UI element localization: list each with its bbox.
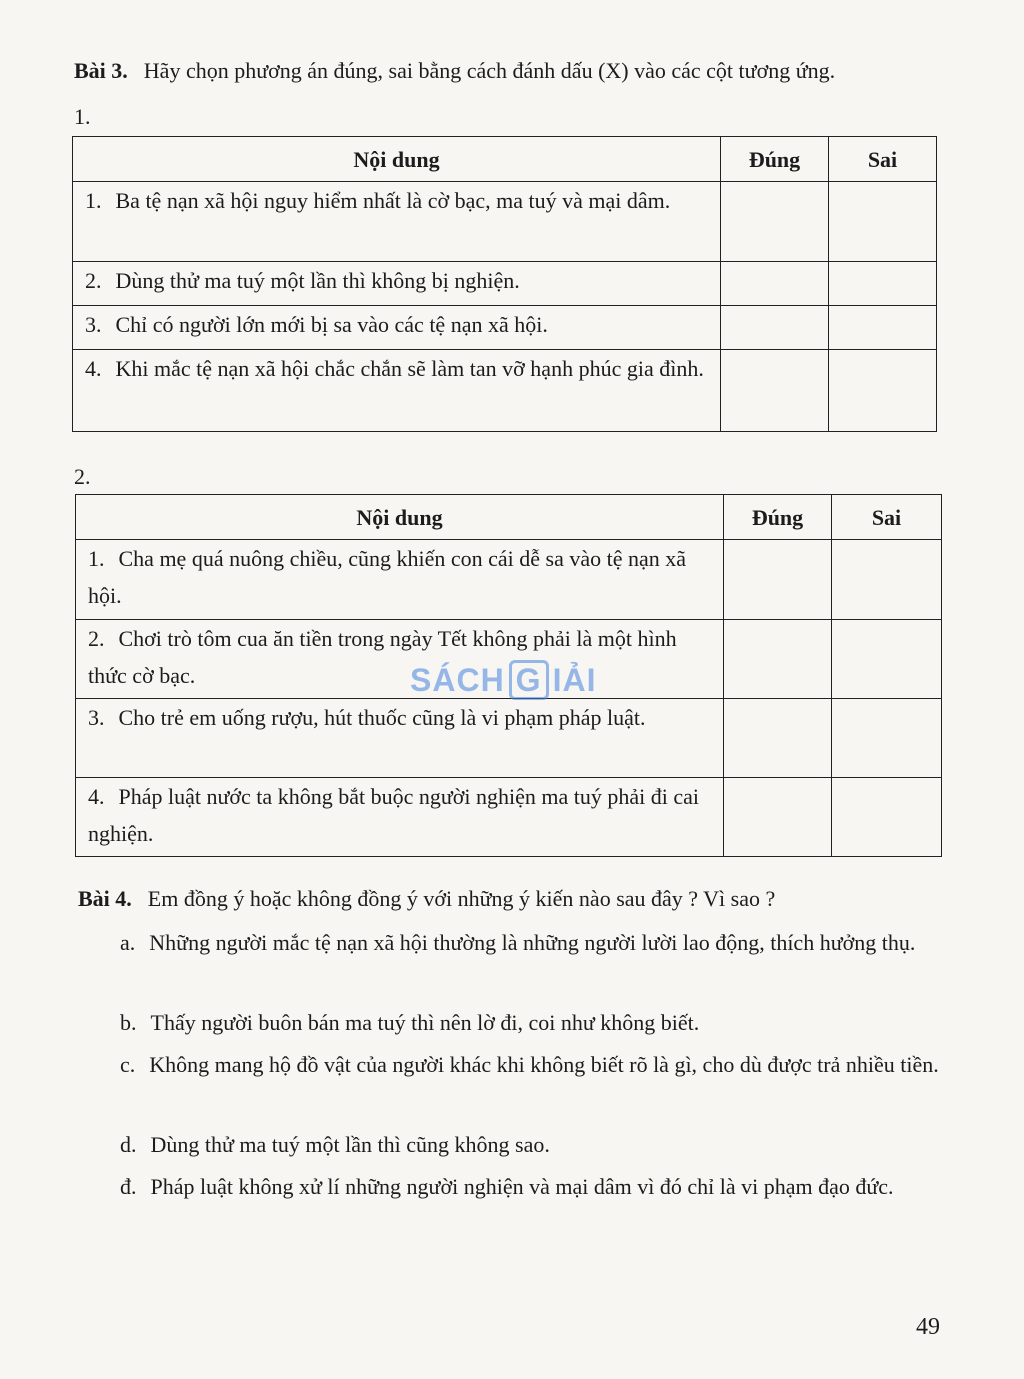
bai4-heading	[78, 886, 775, 912]
true-checkbox-cell[interactable]	[724, 778, 832, 857]
statement-number: 4.	[85, 356, 102, 381]
item-tag: a.	[120, 930, 136, 955]
table2-section-label: 2.	[74, 464, 91, 489]
item-text: Pháp luật không xử lí những người nghiện và mại dâm vì đó chỉ là vi phạm đạo đức.	[150, 1174, 894, 1199]
true-checkbox-cell[interactable]	[721, 262, 829, 306]
true-false-table-1	[72, 136, 937, 432]
table-header-row	[73, 137, 937, 182]
watermark-g: G	[509, 660, 549, 700]
true-checkbox-cell[interactable]	[721, 182, 829, 262]
statement-text: Chỉ có người lớn mới bị sa vào các tệ nạn xã hội.	[115, 312, 548, 337]
header-true: Đúng	[721, 137, 829, 182]
item-text: Không mang hộ đồ vật của người khác khi không biết rõ là gì, cho dù được trả nhiều tiền.	[149, 1052, 939, 1077]
false-checkbox-cell[interactable]	[829, 262, 937, 306]
statement-text: Cho trẻ em uống rượu, hút thuốc cũng là vi phạm pháp luật.	[118, 705, 646, 730]
header-false: Sai	[829, 137, 937, 182]
item-tag: đ.	[120, 1174, 137, 1199]
header-content: Nội dung	[73, 137, 721, 182]
item-text: Thấy người buôn bán ma tuý thì nên lờ đi, coi như không biết.	[150, 1010, 700, 1035]
table-row	[76, 778, 942, 857]
false-checkbox-cell[interactable]	[832, 778, 942, 857]
bai4-item-a	[78, 924, 942, 962]
statement-cell	[73, 350, 721, 432]
item-text: Dùng thử ma tuý một lần thì cũng không sao.	[150, 1132, 550, 1157]
statement-text: Ba tệ nạn xã hội nguy hiểm nhất là cờ bạc, ma tuý và mại dâm.	[115, 188, 671, 213]
watermark-text-left: SÁCH	[410, 662, 505, 698]
statement-text: Pháp luật nước ta không bắt buộc người nghiện ma tuý phải đi cai nghiện.	[88, 784, 699, 846]
statement-text: Dùng thử ma tuý một lần thì không bị nghiện.	[115, 268, 520, 293]
statement-cell	[73, 262, 721, 306]
false-checkbox-cell[interactable]	[832, 620, 942, 699]
bai3-heading	[74, 58, 835, 84]
statement-cell	[76, 699, 724, 778]
bai4-item-d	[78, 1126, 942, 1164]
true-checkbox-cell[interactable]	[724, 620, 832, 699]
item-tag: b.	[120, 1010, 137, 1035]
table-row	[76, 699, 942, 778]
true-checkbox-cell[interactable]	[721, 306, 829, 350]
watermark-text-right: IẢI	[552, 662, 597, 698]
table-row	[73, 262, 937, 306]
page-number: 49	[916, 1314, 940, 1340]
item-tag: d.	[120, 1132, 137, 1157]
table1-section-label: 1.	[74, 104, 91, 129]
table-header-row	[76, 495, 942, 540]
statement-cell	[73, 182, 721, 262]
statement-text: Khi mắc tệ nạn xã hội chắc chắn sẽ làm tan vỡ hạnh phúc gia đình.	[115, 356, 704, 381]
statement-cell	[76, 620, 724, 699]
header-content: Nội dung	[76, 495, 724, 540]
statement-number: 1.	[85, 188, 102, 213]
false-checkbox-cell[interactable]	[832, 540, 942, 620]
statement-number: 1.	[88, 546, 105, 571]
bai4-label: Bài 4.	[78, 886, 132, 911]
false-checkbox-cell[interactable]	[829, 182, 937, 262]
statement-cell	[76, 778, 724, 857]
watermark-logo	[410, 660, 596, 700]
false-checkbox-cell[interactable]	[829, 350, 937, 432]
false-checkbox-cell[interactable]	[832, 699, 942, 778]
statement-cell	[76, 540, 724, 620]
statement-number: 2.	[85, 268, 102, 293]
statement-number: 3.	[85, 312, 102, 337]
statement-number: 3.	[88, 705, 105, 730]
bai3-label: Bài 3.	[74, 58, 128, 83]
bai3-instruction: Hãy chọn phương án đúng, sai bằng cách đánh dấu (X) vào các cột tương ứng.	[143, 58, 836, 83]
header-true: Đúng	[724, 495, 832, 540]
table-row	[73, 182, 937, 262]
true-checkbox-cell[interactable]	[724, 699, 832, 778]
statement-cell	[73, 306, 721, 350]
false-checkbox-cell[interactable]	[829, 306, 937, 350]
statement-text: Cha mẹ quá nuông chiều, cũng khiến con cái dễ sa vào tệ nạn xã hội.	[88, 546, 687, 608]
statement-number: 4.	[88, 784, 105, 809]
bai4-item-b	[78, 1004, 942, 1042]
bai4-item-c	[78, 1046, 942, 1084]
bai4-question: Em đồng ý hoặc không đồng ý với những ý kiến nào sau đây ? Vì sao ?	[147, 886, 776, 911]
statement-number: 2.	[88, 626, 105, 651]
table-row	[76, 540, 942, 620]
header-false: Sai	[832, 495, 942, 540]
bai4-item-dd	[78, 1168, 942, 1206]
statement-text: Chơi trò tôm cua ăn tiền trong ngày Tết không phải là một hình thức cờ bạc.	[88, 626, 677, 688]
true-checkbox-cell[interactable]	[721, 350, 829, 432]
true-checkbox-cell[interactable]	[724, 540, 832, 620]
item-tag: c.	[120, 1052, 136, 1077]
table-row	[73, 306, 937, 350]
table-row	[73, 350, 937, 432]
item-text: Những người mắc tệ nạn xã hội thường là những người lười lao động, thích hưởng thụ.	[149, 930, 916, 955]
